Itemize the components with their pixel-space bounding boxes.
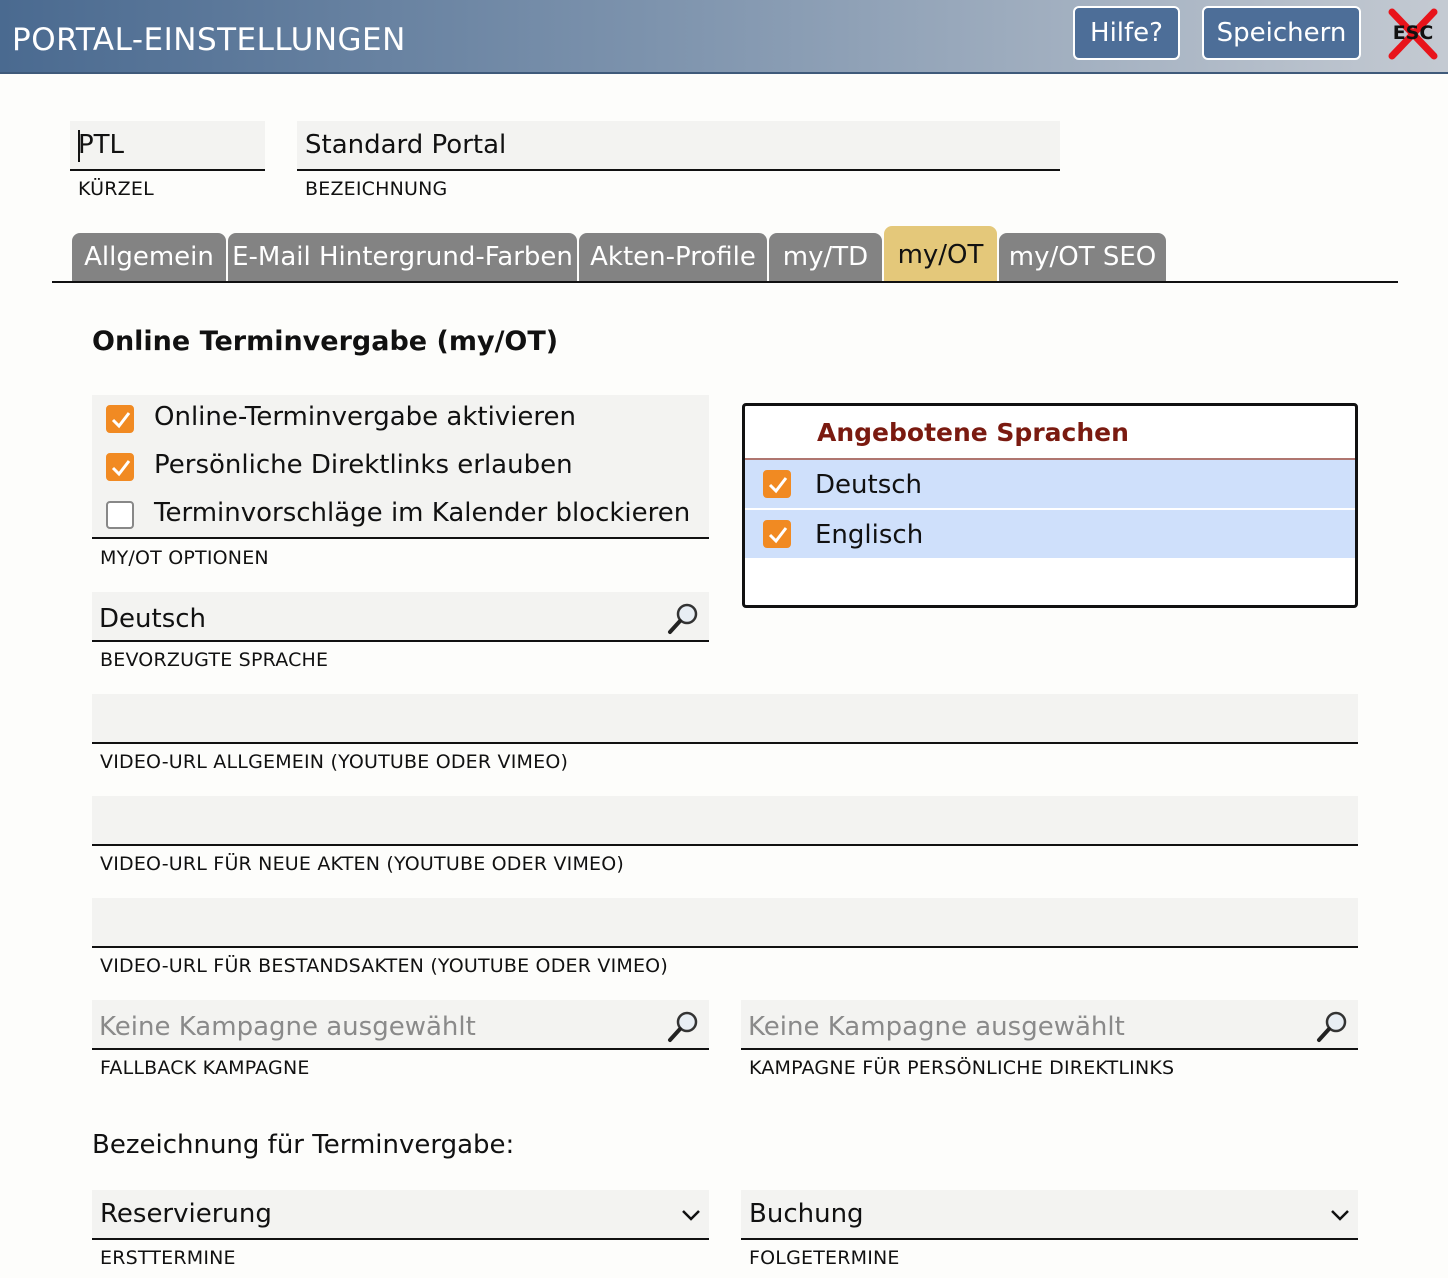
video-general-label: VIDEO-URL ALLGEMEIN (YOUTUBE ODER VIMEO): [100, 751, 569, 773]
esc-close-button[interactable]: [1386, 8, 1440, 62]
fallback-campaign-placeholder: Keine Kampagne ausgewählt: [99, 1012, 476, 1042]
check-icon: [111, 411, 131, 429]
option-activate-checkbox[interactable]: [106, 405, 134, 433]
preferred-language-label: BEVORZUGTE SPRACHE: [100, 649, 329, 671]
esc-label: ESC: [1392, 22, 1434, 44]
name-label: BEZEICHNUNG: [305, 178, 448, 200]
tab-my-td[interactable]: my/TD: [769, 233, 882, 281]
video-general-input[interactable]: [92, 694, 1358, 744]
search-icon[interactable]: [666, 1010, 700, 1044]
tab-email-colors[interactable]: E-Mail Hintergrund-Farben: [228, 233, 577, 281]
check-icon: [111, 459, 131, 477]
video-existing-input[interactable]: [92, 898, 1358, 948]
chevron-down-icon[interactable]: [1329, 1208, 1351, 1222]
option-directlinks-checkbox[interactable]: [106, 453, 134, 481]
language-row-englisch[interactable]: [745, 510, 1355, 558]
video-existing-label: VIDEO-URL FÜR BESTANDSAKTEN (YOUTUBE ODER VIMEO): [100, 955, 668, 977]
option-directlinks-label: Persönliche Direktlinks erlauben: [154, 450, 573, 480]
first-appointment-value: Reservierung: [100, 1199, 272, 1229]
code-value: PTL: [78, 130, 125, 160]
language-deutsch-checkbox[interactable]: [763, 470, 791, 498]
save-button[interactable]: Speichern: [1202, 6, 1361, 60]
follow-appointment-label: FOLGETERMINE: [749, 1247, 900, 1269]
name-value: Standard Portal: [305, 130, 507, 160]
code-label: KÜRZEL: [78, 178, 154, 200]
language-deutsch-label: Deutsch: [815, 470, 923, 500]
tab-allgemein[interactable]: Allgemein: [72, 233, 226, 281]
language-row-deutsch[interactable]: [745, 460, 1355, 508]
languages-title: Angebotene Sprachen: [817, 418, 1129, 447]
page-title: PORTAL-EINSTELLUNGEN: [12, 22, 406, 58]
chevron-down-icon[interactable]: [680, 1208, 702, 1222]
booking-title: Bezeichnung für Terminvergabe:: [92, 1130, 515, 1160]
check-icon: [768, 476, 788, 494]
languages-panel: [742, 403, 1358, 608]
fallback-campaign-label: FALLBACK KAMPAGNE: [100, 1057, 310, 1079]
option-block-checkbox[interactable]: [106, 501, 134, 529]
direct-campaign-placeholder: Keine Kampagne ausgewählt: [748, 1012, 1125, 1042]
direct-campaign-label: KAMPAGNE FÜR PERSÖNLICHE DIREKTLINKS: [749, 1057, 1175, 1079]
section-title: Online Terminvergabe (my/OT): [92, 326, 559, 357]
options-group: [92, 395, 709, 539]
tab-my-ot[interactable]: my/OT: [884, 226, 997, 281]
language-englisch-checkbox[interactable]: [763, 520, 791, 548]
tab-akten-profile[interactable]: Akten-Profile: [579, 233, 767, 281]
follow-appointment-value: Buchung: [749, 1199, 864, 1229]
header-bar: [0, 0, 1448, 74]
video-new-input[interactable]: [92, 796, 1358, 846]
check-icon: [768, 526, 788, 544]
search-icon[interactable]: [666, 602, 700, 636]
preferred-language-value: Deutsch: [99, 604, 207, 634]
first-appointment-label: ERSTTERMINE: [100, 1247, 236, 1269]
option-block-label: Terminvorschläge im Kalender blockieren: [154, 498, 691, 528]
search-icon[interactable]: [1315, 1010, 1349, 1044]
language-englisch-label: Englisch: [815, 520, 924, 550]
tab-divider: [52, 281, 1398, 283]
options-label: MY/OT OPTIONEN: [100, 547, 269, 569]
video-new-label: VIDEO-URL FÜR NEUE AKTEN (YOUTUBE ODER VIMEO): [100, 853, 625, 875]
option-activate-label: Online-Terminvergabe aktivieren: [154, 402, 577, 432]
tab-my-ot-seo[interactable]: my/OT SEO: [999, 233, 1166, 281]
help-button[interactable]: Hilfe?: [1073, 6, 1180, 60]
